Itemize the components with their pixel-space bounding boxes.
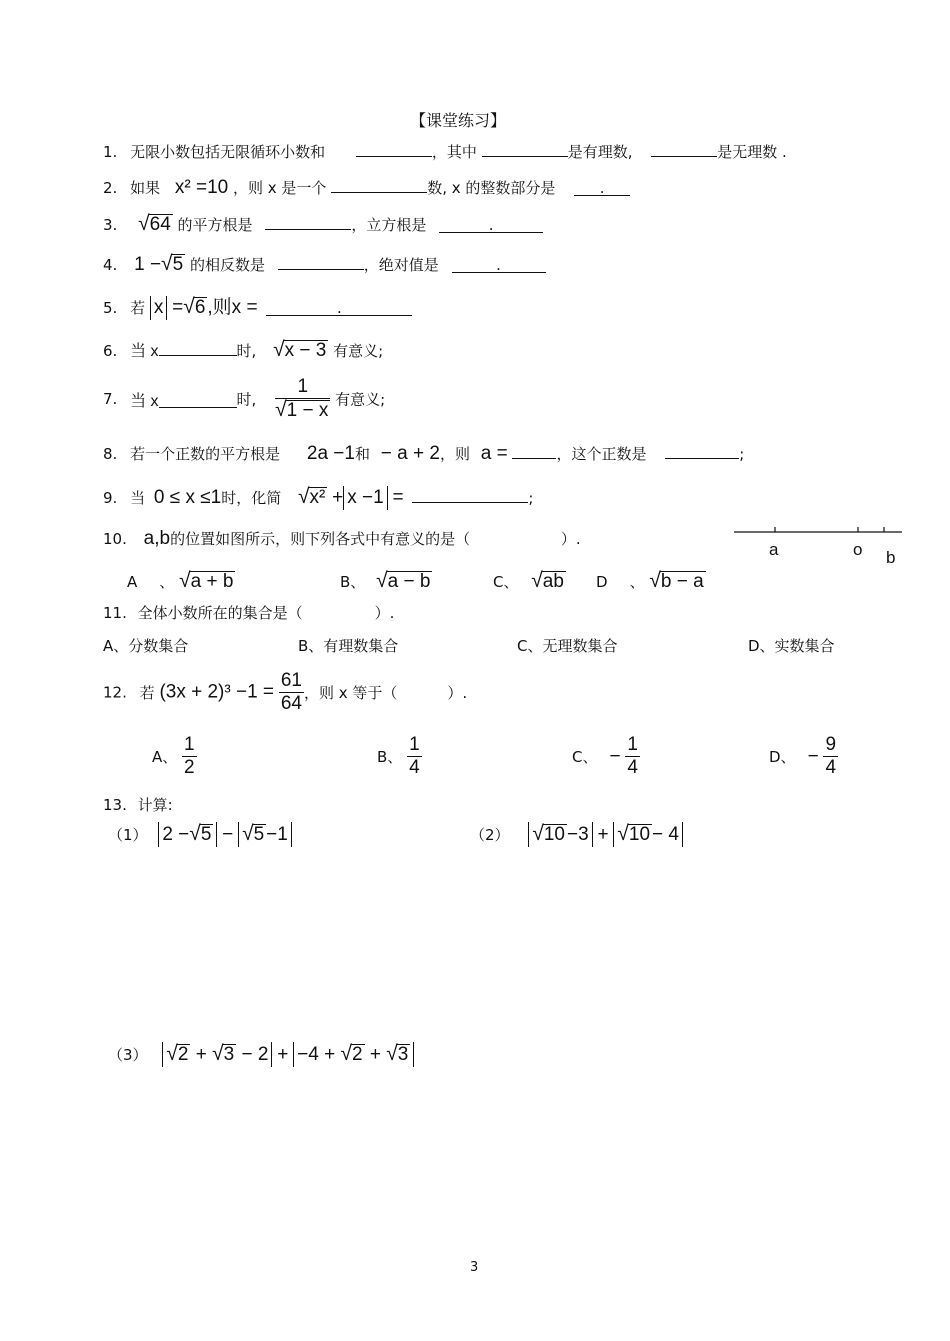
- q7-blank-1[interactable]: [159, 391, 237, 408]
- question-10: [103, 528, 581, 550]
- q12-option-b[interactable]: [377, 734, 422, 779]
- q3-num: 3.: [103, 216, 118, 234]
- q3-text-a: 的平方根是: [177, 216, 253, 234]
- q7-frac-num: 1: [275, 376, 330, 399]
- q2-expr: x² =10: [174, 177, 229, 198]
- q12-close: ）.: [447, 684, 468, 702]
- number-line-svg: [734, 524, 904, 572]
- q10-text-a: 的位置如图所示，则下列各式中有意义的是（: [170, 530, 471, 548]
- q8-expr-2: − a + 2: [380, 443, 440, 464]
- q8-end: ;: [739, 445, 745, 463]
- number-line-label-b: b: [886, 548, 896, 567]
- q12-text-a: 若: [139, 684, 155, 702]
- q12-option-c[interactable]: [572, 734, 640, 779]
- q1-num: 1.: [103, 143, 118, 161]
- q1-blank-3[interactable]: [651, 140, 717, 157]
- q10-num: 10.: [103, 530, 127, 548]
- q2-blank-2[interactable]: .: [574, 179, 630, 196]
- page-number: 3: [470, 1260, 479, 1275]
- question-4: [103, 252, 546, 276]
- q12-num: 12.: [103, 683, 127, 702]
- q5-num: 5.: [103, 299, 118, 317]
- q6-blank-1[interactable]: [159, 339, 237, 356]
- q13-p2-abs-1: √10 −3: [528, 822, 592, 847]
- q2-text-b: ，则 x 是一个: [233, 179, 327, 197]
- q12-option-a-label: A、: [152, 748, 178, 766]
- q6-num: 6.: [103, 342, 118, 360]
- q13-p1-abs-2: √5 −1: [238, 822, 292, 847]
- q5-text-a: 若: [130, 299, 146, 317]
- q9-eq: =: [392, 487, 404, 508]
- q12-option-b-frac: $\frac{1}{4}$: [409, 734, 420, 778]
- q1-text-c: 是有理数,: [567, 143, 633, 161]
- q12-frac-den: 64: [280, 693, 302, 714]
- q10-ab: a,b: [143, 528, 171, 549]
- q11-num: 11.: [103, 604, 127, 622]
- question-11: [103, 602, 394, 623]
- q8-and: 和: [354, 445, 370, 463]
- q8-text-c: ，这个正数是: [556, 445, 647, 463]
- q4-text-b: ，绝对值是: [363, 256, 439, 274]
- q8-blank-2[interactable]: [665, 442, 739, 459]
- q13-p3-label: （3）: [108, 1046, 148, 1064]
- question-1: [103, 140, 787, 162]
- q12-option-d-frac: $\frac{9}{4}$: [825, 734, 837, 778]
- q8-num: 8.: [103, 445, 118, 463]
- q12-frac-num: 61: [280, 670, 302, 691]
- q5-eq: =: [172, 297, 184, 318]
- q5-text-b: ,则x =: [207, 297, 258, 318]
- q7-text-a: 当 x: [130, 392, 159, 410]
- q5-blank-1[interactable]: .: [266, 299, 412, 316]
- q10-option-d-sep: 、: [629, 573, 645, 591]
- q13-num: 13.: [103, 796, 127, 814]
- q12-fraction: [279, 670, 304, 715]
- question-7: [103, 376, 385, 422]
- question-8: [103, 442, 744, 465]
- q12-option-a-frac: $\frac{1}{2}$: [184, 734, 195, 778]
- q13-p1-minus: −: [222, 824, 234, 845]
- q4-sqrt: √5: [161, 252, 184, 275]
- q6-text-b: 时,: [236, 342, 257, 360]
- q3-blank-2[interactable]: .: [439, 216, 543, 233]
- q9-abs: x −1: [343, 486, 387, 510]
- q10-option-b-label: B、: [340, 573, 366, 591]
- q12-option-d-sign: −: [807, 745, 819, 767]
- q9-num: 9.: [103, 489, 118, 507]
- q13-p2-plus: +: [597, 824, 609, 845]
- q10-option-c-sqrt: √ab: [531, 569, 564, 592]
- number-line-label-o: o: [853, 540, 863, 559]
- q10-option-a[interactable]: [127, 569, 235, 593]
- q12-option-c-sign: −: [609, 745, 621, 767]
- q7-text-c: 有意义;: [335, 390, 386, 409]
- q2-blank-1[interactable]: [331, 176, 427, 193]
- q7-num: 7.: [103, 390, 118, 408]
- question-12: [103, 670, 467, 715]
- q13-p1-label: （1）: [108, 826, 148, 844]
- q12-option-c-frac: $\frac{1}{4}$: [627, 734, 638, 778]
- question-9: [103, 485, 533, 510]
- q11-text-a: 全体小数所在的集合是（: [137, 604, 303, 622]
- q13-p3-abs-1: √2 + √3 − 2: [162, 1042, 272, 1067]
- q4-text-a: 的相反数是: [189, 256, 265, 274]
- q9-blank-1[interactable]: [412, 486, 528, 503]
- q4-blank-2[interactable]: .: [452, 256, 546, 273]
- q4-expr: 1 −: [134, 254, 162, 275]
- number-line: [734, 524, 904, 572]
- q12-option-a[interactable]: [152, 734, 197, 779]
- q12-option-d[interactable]: [769, 734, 838, 779]
- q10-option-d-sqrt: √b − a: [649, 569, 704, 592]
- q10-option-c-label: C、: [493, 573, 519, 591]
- q8-blank-1[interactable]: [512, 442, 556, 459]
- q9-end: ;: [528, 489, 534, 507]
- q10-option-c[interactable]: [493, 569, 566, 593]
- q1-text-b: ，其中: [431, 143, 477, 161]
- question-3: [103, 212, 543, 236]
- q9-text-a: 当: [130, 489, 146, 507]
- q9-text-b: 时，化简: [221, 489, 282, 507]
- q13-p1-abs-1: 2 −√5: [158, 822, 217, 847]
- q13-part-2: [470, 822, 683, 847]
- q2-num: 2.: [103, 179, 118, 197]
- q1-text-d: 是无理数 .: [717, 143, 787, 161]
- q4-num: 4.: [103, 256, 118, 274]
- question-13: [103, 794, 173, 815]
- q8-text-b: ，则: [439, 445, 470, 463]
- q10-option-d-label: D: [596, 573, 608, 591]
- q8-expr-1: 2a −1: [306, 443, 355, 464]
- q13-text-a: 计算:: [137, 796, 173, 814]
- page-title: 【课堂练习】: [410, 111, 507, 130]
- q10-option-a-label: A: [127, 573, 138, 591]
- q6-sqrt: √x − 3: [273, 338, 327, 361]
- q11-option-a[interactable]: A、分数集合: [103, 637, 189, 655]
- q13-part-3: [108, 1042, 414, 1067]
- q9-plus: +: [332, 487, 344, 508]
- q9-sqrt: √x²: [298, 485, 326, 508]
- q10-option-a-sep: 、: [159, 573, 175, 591]
- q12-option-c-label: C、: [572, 748, 598, 766]
- q7-fraction: [275, 376, 330, 422]
- q9-cond: 0 ≤ x ≤1: [153, 487, 222, 508]
- q10-option-a-sqrt: √a + b: [179, 569, 234, 592]
- q10-close: ）.: [560, 530, 581, 548]
- number-line-label-a: a: [769, 540, 779, 559]
- q7-text-b: 时,: [236, 390, 257, 409]
- q12-option-b-label: B、: [377, 748, 403, 766]
- q12-option-d-label: D、: [769, 748, 796, 766]
- q8-a-eq: a =: [480, 443, 508, 464]
- q4-blank-1[interactable]: [278, 253, 364, 270]
- q6-text-c: 有意义;: [333, 342, 384, 360]
- q13-part-1: [108, 822, 292, 847]
- q11-close: ）.: [374, 604, 395, 622]
- q5-abs-x: x: [150, 296, 168, 320]
- q12-expr: (3x + 2)³ −1 =: [159, 681, 275, 703]
- q11-option-d[interactable]: D、实数集合: [748, 637, 835, 655]
- q7-frac-den: √1 − x: [275, 398, 329, 421]
- q3-sqrt: √64: [138, 212, 171, 235]
- question-5: [103, 292, 412, 320]
- q13-p2-abs-2: √10 − 4: [613, 822, 683, 847]
- q3-text-b: ，立方根是: [351, 216, 427, 234]
- question-2: [103, 176, 630, 199]
- q2-text-c: 数, x 的整数部分是: [427, 179, 556, 197]
- q1-blank-2[interactable]: [482, 140, 568, 157]
- q13-p3-plus: +: [277, 1044, 289, 1065]
- q11-option-c[interactable]: C、无理数集合: [517, 637, 618, 655]
- q3-blank-1[interactable]: [265, 213, 351, 230]
- q10-option-d[interactable]: [596, 569, 706, 593]
- q12-text-b: ，则 x 等于（: [303, 684, 398, 702]
- question-6: [103, 338, 383, 362]
- q10-option-b[interactable]: [340, 569, 432, 593]
- q1-text-a: 无限小数包括无限循环小数和: [130, 143, 326, 161]
- q10-option-b-sqrt: √a − b: [376, 569, 431, 592]
- q11-option-b[interactable]: B、有理数集合: [298, 637, 399, 655]
- q1-blank-1[interactable]: [356, 140, 432, 157]
- q8-text-a: 若一个正数的平方根是: [130, 445, 281, 463]
- q2-text-a: 如果: [130, 179, 161, 197]
- q5-sqrt: √6: [183, 295, 206, 318]
- q6-text-a: 当 x: [130, 343, 159, 360]
- q13-p3-abs-2: −4 + √2 + √3: [293, 1042, 414, 1067]
- q13-p2-label: （2）: [470, 826, 510, 844]
